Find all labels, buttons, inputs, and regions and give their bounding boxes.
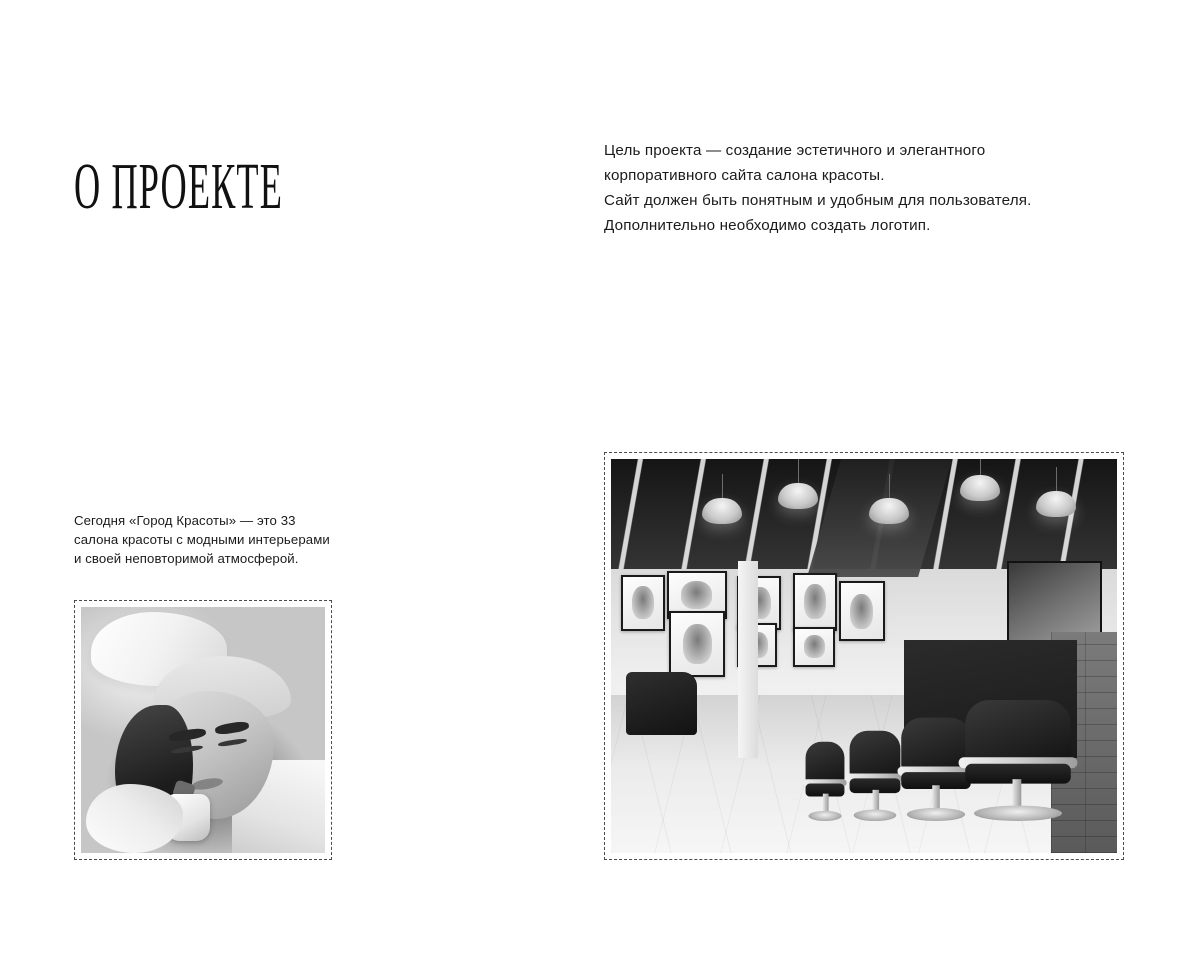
chair-back: [806, 742, 845, 784]
framed-picture: [793, 573, 837, 631]
chair-back: [849, 731, 900, 779]
project-goal-text: [604, 138, 1124, 238]
framed-picture: [839, 581, 885, 641]
intro-line: Сайт должен быть понятным и удобным для пользователя.: [604, 192, 1032, 209]
cosmetology-procedure-photo: [81, 607, 325, 853]
intro-line: Цель проекта — создание эстетичного и элегантного: [604, 142, 986, 159]
framed-picture: [669, 611, 725, 677]
waiting-sofa: [626, 672, 697, 735]
chair-back: [965, 700, 1071, 764]
framed-picture: [793, 627, 835, 667]
pendant-lamp-icon: [702, 498, 742, 524]
framed-picture: [621, 575, 665, 631]
intro-line: корпоративного сайта салона красоты.: [604, 167, 885, 184]
page-title: О ПРОЕКТЕ: [74, 150, 283, 224]
salon-interior-photo: [611, 459, 1117, 853]
cosmetology-procedure-photo-frame: [74, 600, 332, 860]
salon-interior-photo-frame: [604, 452, 1124, 860]
pendant-lamp-icon: [778, 483, 818, 509]
pendant-lamp-icon: [869, 498, 909, 524]
wall-column: [738, 561, 758, 758]
intro-line: Дополнительно необходимо создать логотип.: [604, 217, 931, 234]
pendant-lamp-icon: [1036, 491, 1076, 517]
salon-count-caption: Сегодня «Город Красоты» — это 33 салона красоты с модными интерьерами и своей неповторимой атмосферой.: [74, 513, 330, 566]
gloved-hand-bottom: [86, 784, 184, 853]
pendant-lamp-icon: [960, 475, 1000, 501]
